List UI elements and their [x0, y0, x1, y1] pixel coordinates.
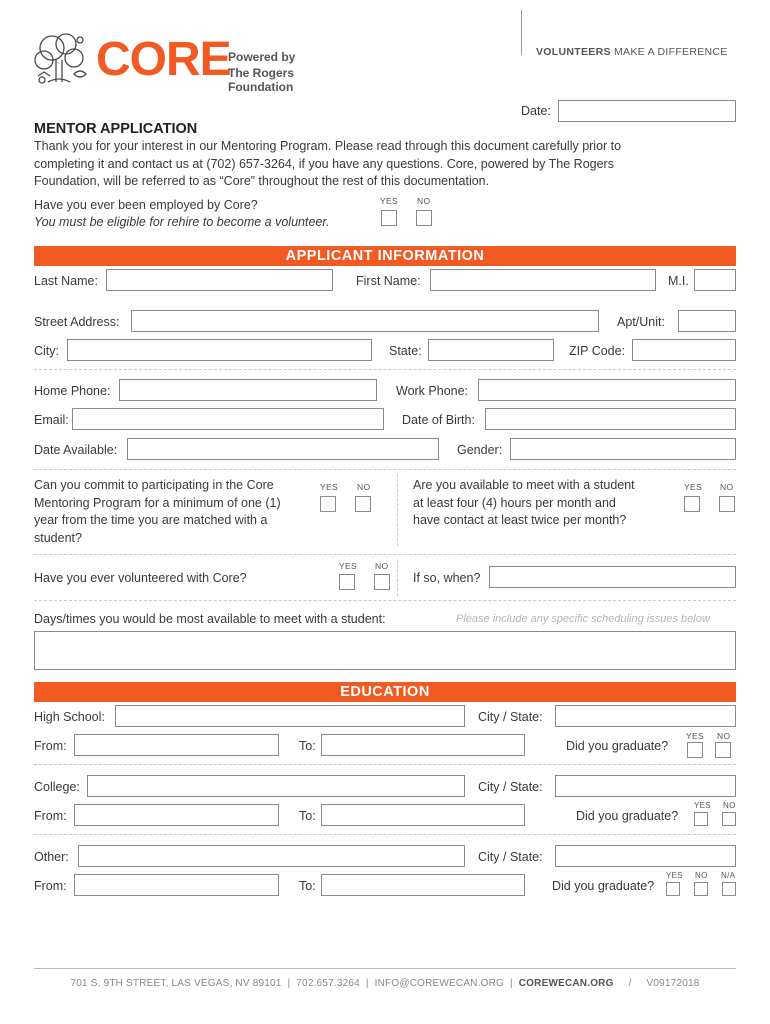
other-yes-checkbox[interactable] [666, 882, 680, 896]
other-graduate-label: Did you graduate? [552, 879, 655, 893]
intro-line-2: completing it and contact us at (702) 657-3264, if you have any questions. Core, powered by The Rogers [34, 156, 614, 171]
hs-city-state-label: City / State: [478, 710, 543, 724]
other-na-label: N/A [721, 871, 736, 880]
applicant-info-header: APPLICANT INFORMATION [34, 246, 736, 266]
other-city-state-input[interactable] [555, 845, 736, 867]
work-phone-input[interactable] [478, 379, 736, 401]
column-divider [397, 560, 398, 596]
footer-site[interactable]: COREWECAN.ORG [518, 978, 614, 989]
hs-yes-checkbox[interactable] [687, 742, 703, 758]
column-divider [397, 474, 398, 546]
other-to-input[interactable] [321, 874, 525, 896]
city-label: City: [34, 344, 59, 358]
gender-input[interactable] [510, 438, 736, 460]
dob-input[interactable] [485, 408, 736, 430]
college-label: College: [34, 780, 80, 794]
footer-sep: | [509, 978, 513, 989]
powered-by-line2: The Rogers Foundation [228, 66, 295, 94]
hs-from-label: From: [34, 739, 67, 753]
commit-line-2: Mentoring Program for a minimum of one (1) [34, 495, 281, 510]
mi-input[interactable] [694, 269, 736, 291]
days-times-label: Days/times you would be most available to meet with a student: [34, 612, 386, 626]
header-divider [521, 10, 522, 55]
commit-yes-label: YES [320, 482, 338, 492]
hs-to-input[interactable] [321, 734, 525, 756]
college-no-checkbox[interactable] [722, 812, 736, 826]
zip-label: ZIP Code: [569, 344, 626, 358]
volunteered-no-label: NO [375, 561, 389, 571]
other-from-label: From: [34, 879, 67, 893]
if-so-label: If so, when? [413, 571, 481, 585]
divider [34, 834, 736, 835]
divider [34, 469, 736, 470]
date-available-label: Date Available: [34, 443, 118, 457]
date-input[interactable] [558, 100, 736, 122]
hs-graduate-label: Did you graduate? [566, 739, 669, 753]
commit-yes-checkbox[interactable] [320, 496, 336, 512]
first-name-label: First Name: [356, 274, 421, 288]
employed-no-checkbox[interactable] [416, 210, 432, 226]
college-graduate-label: Did you graduate? [576, 809, 679, 823]
footer [34, 978, 736, 989]
mi-label: M.I. [668, 274, 689, 288]
other-input[interactable] [78, 845, 465, 867]
page-title: MENTOR APPLICATION [34, 121, 198, 137]
days-times-textarea[interactable] [34, 631, 736, 670]
powered-by-line1: Powered by [228, 50, 296, 64]
education-header: EDUCATION [34, 682, 736, 702]
commit-question [34, 477, 281, 547]
core-logo [30, 30, 330, 94]
zip-input[interactable] [632, 339, 736, 361]
intro-line-1: Thank you for your interest in our Mentoring Program. Please read through this document carefully prior to [34, 139, 622, 153]
high-school-label: High School: [34, 710, 105, 724]
volunteered-yes-checkbox[interactable] [339, 574, 355, 590]
state-input[interactable] [428, 339, 554, 361]
college-yes-label: YES [694, 801, 711, 810]
tree-mascot-icon [30, 30, 92, 90]
commit-line-3: year from the time you are matched with a [34, 513, 268, 527]
other-na-checkbox[interactable] [722, 882, 736, 896]
dob-label: Date of Birth: [402, 413, 475, 427]
date-available-input[interactable] [127, 438, 439, 460]
avail-yes-label: YES [684, 482, 702, 492]
college-city-state-label: City / State: [478, 780, 543, 794]
commit-no-checkbox[interactable] [355, 496, 371, 512]
apt-input[interactable] [678, 310, 736, 332]
footer-phone: 702.657.3264 [296, 978, 360, 989]
days-times-hint: Please include any specific scheduling issues below [456, 613, 710, 625]
last-name-input[interactable] [106, 269, 333, 291]
footer-sep: | [287, 978, 291, 989]
other-city-state-label: City / State: [478, 850, 543, 864]
home-phone-label: Home Phone: [34, 384, 111, 398]
email-input[interactable] [72, 408, 384, 430]
street-input[interactable] [131, 310, 599, 332]
apt-label: Apt/Unit: [617, 315, 665, 329]
employed-yes-checkbox[interactable] [381, 210, 397, 226]
work-phone-label: Work Phone: [396, 384, 469, 398]
hs-no-checkbox[interactable] [715, 742, 731, 758]
divider [34, 764, 736, 765]
last-name-label: Last Name: [34, 274, 98, 288]
avail-yes-checkbox[interactable] [684, 496, 700, 512]
state-label: State: [389, 344, 422, 358]
college-city-state-input[interactable] [555, 775, 736, 797]
college-to-input[interactable] [321, 804, 525, 826]
avail-line-2: at least four (4) hours per month and [413, 495, 616, 510]
commit-no-label: NO [357, 482, 371, 492]
avail-no-checkbox[interactable] [719, 496, 735, 512]
other-to-label: To: [299, 879, 316, 893]
footer-address: 701 S. 9TH STREET, LAS VEGAS, NV 89101 [70, 978, 282, 989]
volunteered-question: Have you ever volunteered with Core? [34, 571, 247, 585]
tagline-rest: MAKE A DIFFERENCE [613, 46, 728, 58]
college-from-input[interactable] [74, 804, 279, 826]
commit-line-4: student? [34, 530, 82, 545]
city-input[interactable] [67, 339, 372, 361]
employed-question: Have you ever been employed by Core? [34, 198, 258, 212]
hs-no-label: NO [717, 731, 731, 741]
other-no-checkbox[interactable] [694, 882, 708, 896]
college-to-label: To: [299, 809, 316, 823]
hs-to-label: To: [299, 739, 316, 753]
other-yes-label: YES [666, 871, 683, 880]
volunteered-no-checkbox[interactable] [374, 574, 390, 590]
hs-city-state-input[interactable] [555, 705, 736, 727]
college-no-label: NO [723, 801, 736, 810]
other-from-input[interactable] [74, 874, 279, 896]
gender-label: Gender: [457, 443, 503, 457]
avail-no-label: NO [720, 482, 734, 492]
footer-slash: / [628, 978, 632, 989]
high-school-input[interactable] [115, 705, 465, 727]
tagline [536, 46, 728, 58]
employed-note: You must be eligible for rehire to become a volunteer. [34, 215, 330, 229]
availability-question [413, 477, 635, 530]
college-yes-checkbox[interactable] [694, 812, 708, 826]
intro-line-3: Foundation, will be referred to as “Core” throughout the rest of this documentation. [34, 174, 490, 188]
other-label: Other: [34, 850, 69, 864]
home-phone-input[interactable] [119, 379, 377, 401]
footer-version: V09172018 [646, 978, 700, 989]
footer-email[interactable]: INFO@COREWECAN.ORG [374, 978, 504, 989]
college-input[interactable] [87, 775, 465, 797]
divider [34, 600, 736, 601]
footer-sep: | [365, 978, 369, 989]
if-so-input[interactable] [489, 566, 736, 588]
employed-no-label: NO [417, 196, 431, 206]
email-label: Email: [34, 413, 69, 427]
avail-line-1: Are you available to meet with a student [413, 478, 635, 492]
other-no-label: NO [695, 871, 708, 880]
college-from-label: From: [34, 809, 67, 823]
hs-from-input[interactable] [74, 734, 279, 756]
divider [34, 554, 736, 555]
footer-rule [34, 968, 736, 969]
logo-wordmark: CORE [96, 33, 231, 86]
first-name-input[interactable] [430, 269, 656, 291]
divider [34, 369, 736, 370]
street-label: Street Address: [34, 315, 120, 329]
volunteered-yes-label: YES [339, 561, 357, 571]
employed-yes-label: YES [380, 196, 398, 206]
date-label: Date: [521, 104, 551, 118]
avail-line-3: have contact at least twice per month? [413, 513, 627, 527]
commit-line-1: Can you commit to participating in the Core [34, 478, 274, 492]
hs-yes-label: YES [686, 731, 704, 741]
tagline-bold: VOLUNTEERS [536, 46, 611, 58]
